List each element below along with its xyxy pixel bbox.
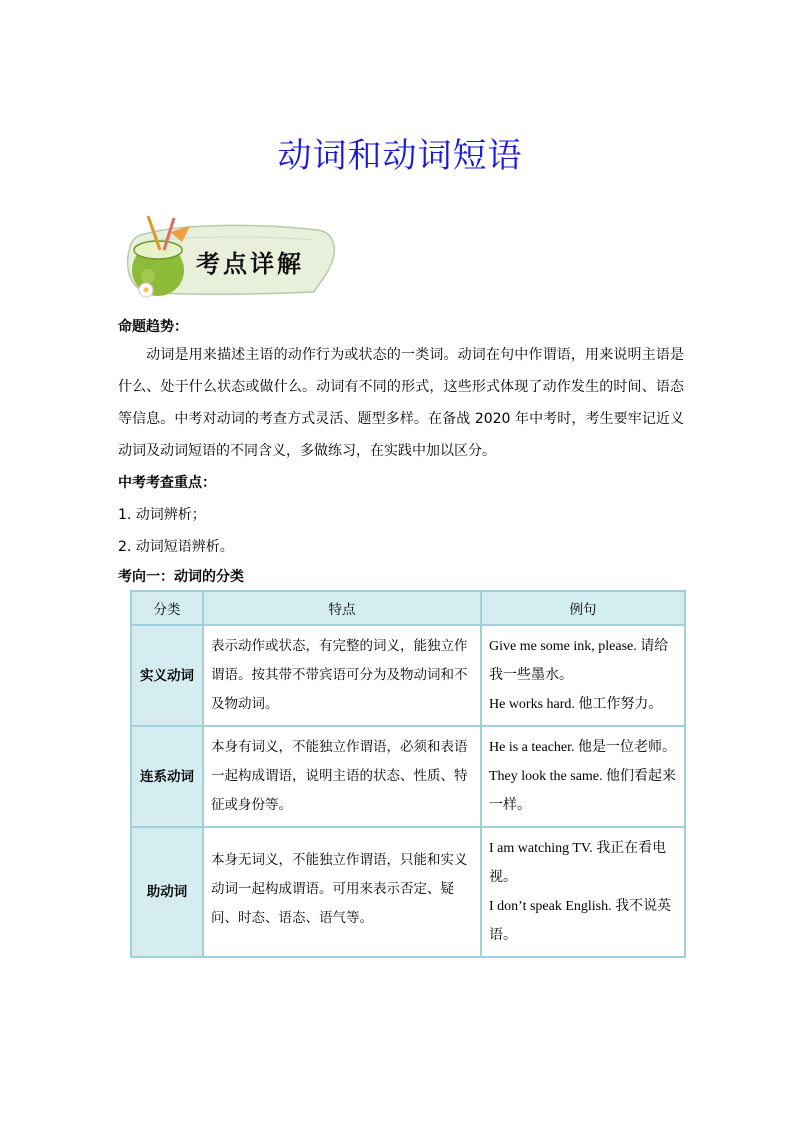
example-sentence: I don’t speak English. 我不说英语。 [489, 899, 672, 943]
example-sentence: They look the same. 他们看起来一样。 [489, 769, 677, 813]
verb-classification-table [130, 590, 686, 958]
row-feature: 表示动作或状态，有完整的词义，能独立作谓语。按其带不带宾语可分为及物动词和不及物动词。 [203, 625, 481, 726]
banner-label: 考点详解 [196, 249, 304, 278]
header-example: 例句 [481, 591, 685, 625]
trend-text: 动词是用来描述主语的动作行为或状态的一类词。动词在句中作谓语，用来说明主语是什么、处于什么状态或做什么。动词有不同的形式，这些形式体现了动作发生的时间、语态等信息。中考对动词的考查方式灵活、题型多样。在备战 2020 年中考时，考生要牢记近义动词及动词短语的不同含义，多做练习，在实践中加以区分。 [118, 347, 684, 459]
table-row [131, 827, 685, 957]
header-feature: 特点 [203, 591, 481, 625]
focus-heading: 中考考查重点： [118, 475, 216, 491]
row-category: 实义动词 [131, 625, 203, 726]
direction-heading: 考向一：动词的分类 [118, 569, 244, 585]
focus-item: 1. 动词辨析； [118, 507, 206, 523]
row-feature: 本身有词义，不能独立作谓语，必须和表语一起构成谓语，说明主语的状态、性质、特征或身份等。 [203, 726, 481, 827]
row-category: 连系动词 [131, 726, 203, 827]
example-sentence: He is a teacher. 他是一位老师。 [489, 740, 677, 755]
example-sentence: Give me some ink, please. 请给我一些墨水。 [489, 639, 669, 683]
page-title: 动词和动词短语 [277, 136, 523, 176]
table-row [131, 625, 685, 726]
table-header-row [131, 591, 685, 625]
header-category: 分类 [131, 591, 203, 625]
row-feature: 本身无词义，不能独立作谓语，只能和实义动词一起构成谓语。可用来表示否定、疑问、时态、语态、语气等。 [203, 827, 481, 957]
row-examples [481, 726, 685, 827]
row-category: 助动词 [131, 827, 203, 957]
row-examples [481, 625, 685, 726]
row-examples [481, 827, 685, 957]
focus-item: 2. 动词短语辨析。 [118, 539, 234, 555]
example-sentence: He works hard. 他工作努力。 [489, 697, 663, 712]
trend-heading: 命题趋势： [118, 319, 188, 335]
trend-paragraph [118, 339, 684, 467]
example-sentence: I am watching TV. 我正在看电视。 [489, 841, 667, 885]
table-row [131, 726, 685, 827]
